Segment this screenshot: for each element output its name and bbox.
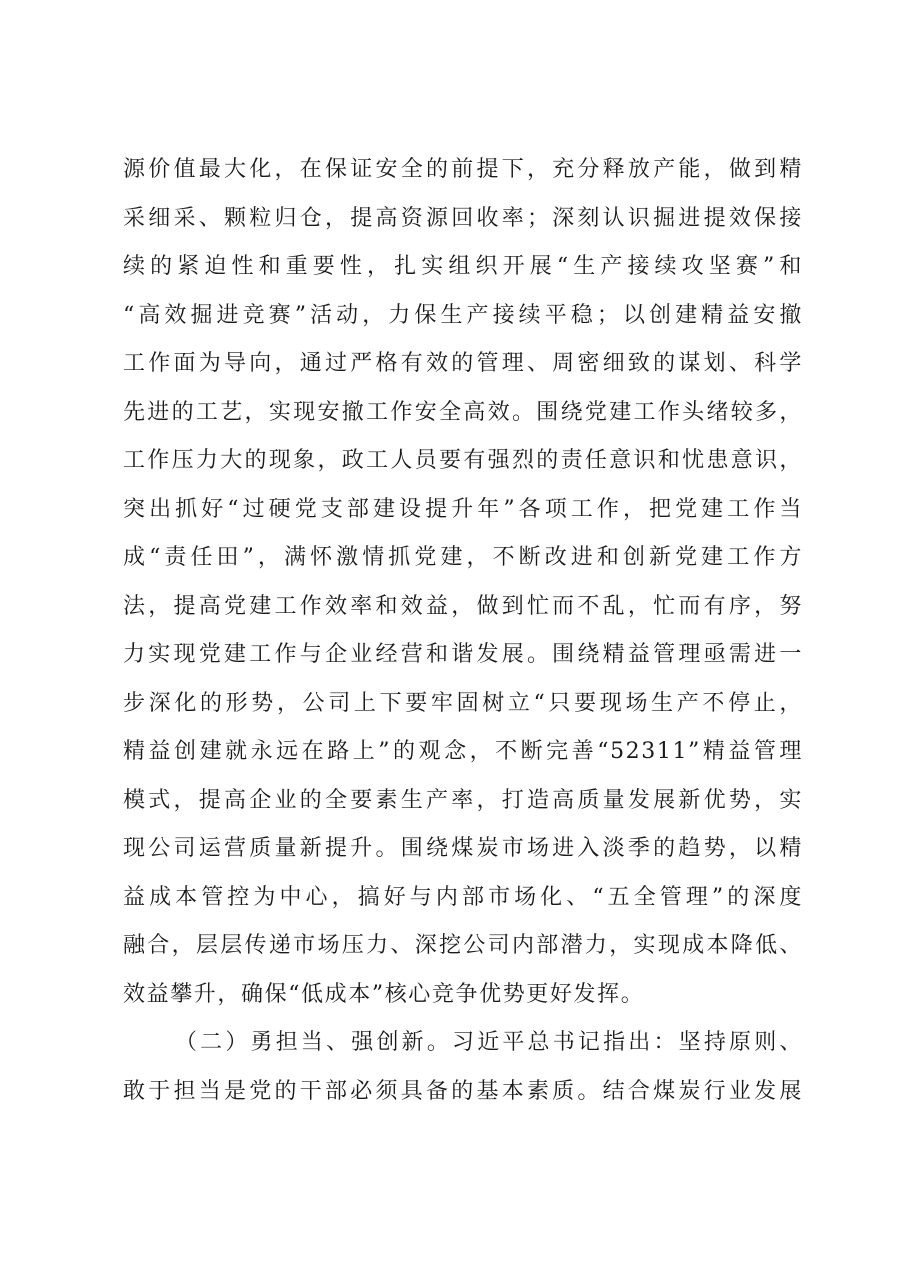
text-line: 工作压力大的现象，政工人员要有强烈的责任意识和忧患意识， [123,448,803,473]
text-line: 采细采、颗粒归仓，提高资源回收率；深刻认识掘进提效保接 [123,205,803,231]
paragraph-end-line: 效益攀升，确保“低成本”核心竞争优势更好发挥。 [123,981,645,1007]
text-line: 突出抓好“过硬党支部建设提升年”各项工作，把党建工作当 [123,496,803,522]
text-line: 源价值最大化，在保证安全的前提下，充分释放产能，做到精 [123,157,803,182]
text-line: 步深化的形势，公司上下要牢固树立“只要现场生产不停止， [123,690,803,716]
body-text [123,146,803,1116]
text-line: 精益创建就永远在路上”的观念，不断完善“52311”精益管理 [123,739,803,764]
text-line: 现公司运营质量新提升。围绕煤炭市场进入淡季的趋势，以精 [123,836,803,861]
section-heading-line: （二）勇担当、强创新。习近平总书记指出：坚持原则、 [175,1030,803,1055]
text-line: “高效掘进竞赛”活动，力保生产接续平稳；以创建精益安撤 [123,302,803,328]
text-line: 法，提高党建工作效率和效益，做到忙而不乱，忙而有序，努 [123,593,803,619]
text-line: 融合，层层传递市场压力、深挖公司内部潜力，实现成本降低、 [123,933,803,958]
text-line: 先进的工艺，实现安撤工作安全高效。围绕党建工作头绪较多， [123,399,803,425]
text-line: 敢于担当是党的干部必须具备的基本素质。结合煤炭行业发展 [123,1078,803,1104]
text-line: 益成本管控为中心，搞好与内部市场化、“五全管理”的深度 [123,884,803,910]
text-line: 成“责任田”，满怀激情抓党建，不断改进和创新党建工作方 [123,545,803,570]
text-line: 力实现党建工作与企业经营和谐发展。围绕精益管理亟需进一 [123,642,803,667]
text-line: 模式，提高企业的全要素生产率，打造高质量发展新优势，实 [123,787,803,813]
text-line: 续的紧迫性和重要性，扎实组织开展“生产接续攻坚赛”和 [123,254,803,279]
text-line: 工作面为导向，通过严格有效的管理、周密细致的谋划、科学 [123,351,803,376]
